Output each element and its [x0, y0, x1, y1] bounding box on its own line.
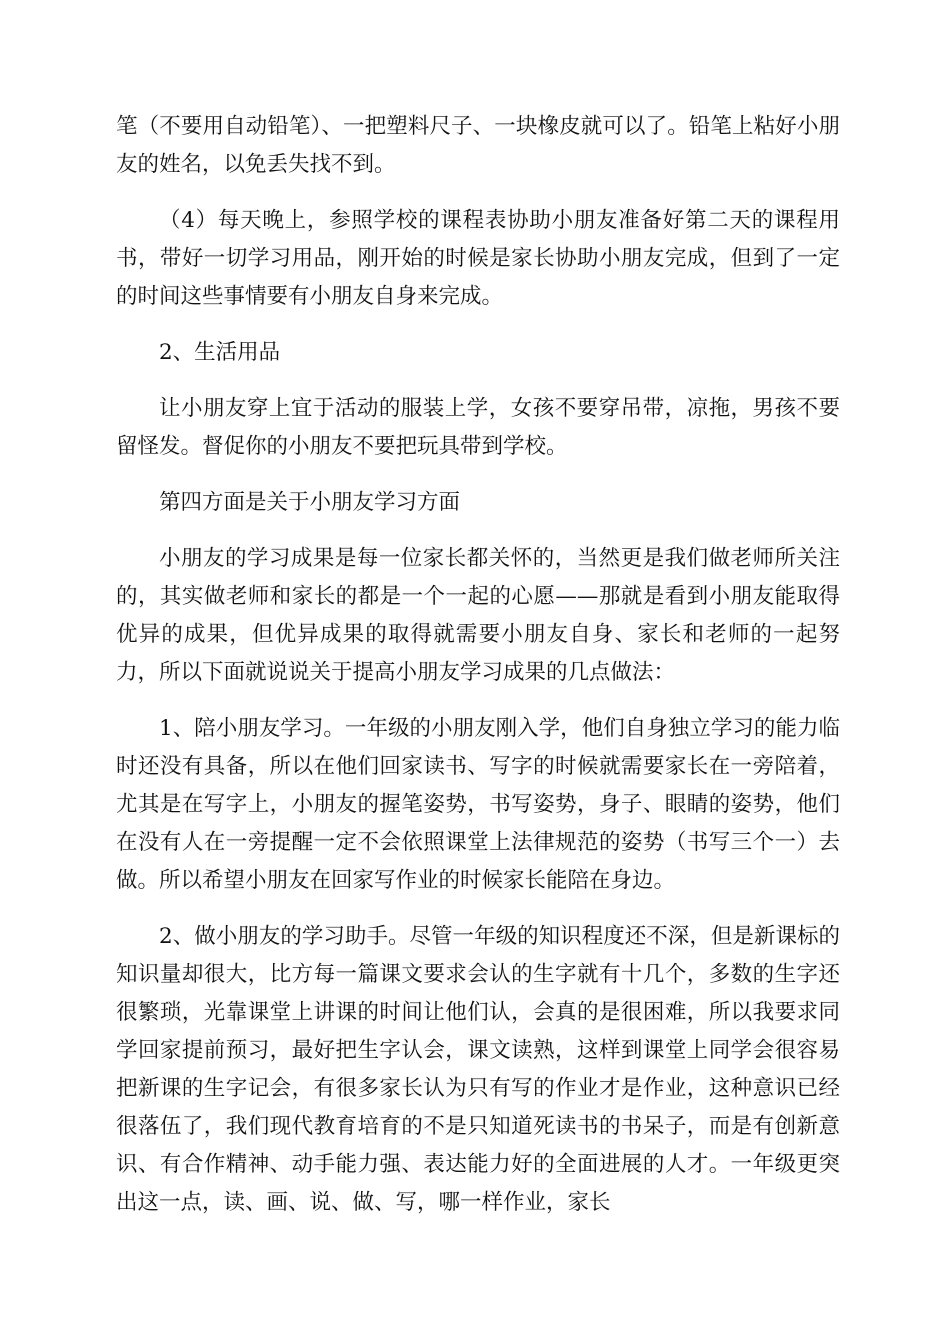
section-heading-learning: 第四方面是关于小朋友学习方面 — [159, 490, 461, 515]
document-page — [116, 108, 840, 1222]
paragraph-learning-intro: 小朋友的学习成果是每一位家长都关怀的，当然更是我们做老师所关注的，其实做老师和家长的都是一个一起的心愿——那就是看到小朋友能取得优异的成果，但优异成果的取得就需要小朋友自身、家长和老师的一起努力，所以下面就说说关于提高小朋友学习成果的几点做法： — [116, 546, 840, 685]
paragraph-item-4: （4）每天晚上，参照学校的课程表协助小朋友准备好第二天的课程用书，带好一切学习用品，刚开始的时候是家长协助小朋友完成，但到了一定的时间这些事情要有小朋友自身来完成。 — [116, 208, 840, 309]
section-heading-daily-items: 2、生活用品 — [159, 340, 281, 365]
paragraph-learning-assistant: 2、做小朋友的学习助手。尽管一年级的知识程度还不深，但是新课标的知识量却很大，比方每一篇课文要求会认的生字就有十几个，多数的生字还很繁琐，光靠课堂上讲课的时间让他们认，会真的是很困难，所以我要求同学回家提前预习，最好把生字认会，课文读熟，这样到课堂上同学会很容易把新课的生字记会，有很多家长认为只有写的作业才是作业，这种意识已经很落伍了，我们现代教育培育的不是只知道死读书的书呆子，而是有创新意识、有合作精神、动手能力强、表达能力好的全面进展的人才。一年级更突出这一点，读、画、说、做、写，哪一样作业，家长 — [116, 924, 840, 1215]
paragraph-continuation: 笔（不要用自动铅笔）、一把塑料尺子、一块橡皮就可以了。铅笔上粘好小朋友的姓名，以免丢失找不到。 — [116, 114, 840, 177]
paragraph-daily-items: 让小朋友穿上宜于活动的服装上学，女孩不要穿吊带，凉拖，男孩不要留怪发。督促你的小朋友不要把玩具带到学校。 — [116, 396, 840, 459]
paragraph-accompany-learning: 1、陪小朋友学习。一年级的小朋友刚入学，他们自身独立学习的能力临时还没有具备，所以在他们回家读书、写字的时候就需要家长在一旁陪着，尤其是在写字上，小朋友的握笔姿势，书写姿势，身子、眼睛的姿势，他们在没有人在一旁提醒一定不会依照课堂上法律规范的姿势（书写三个一）去做。所以希望小朋友在回家写作业的时候家长能陪在身边。 — [116, 716, 840, 893]
